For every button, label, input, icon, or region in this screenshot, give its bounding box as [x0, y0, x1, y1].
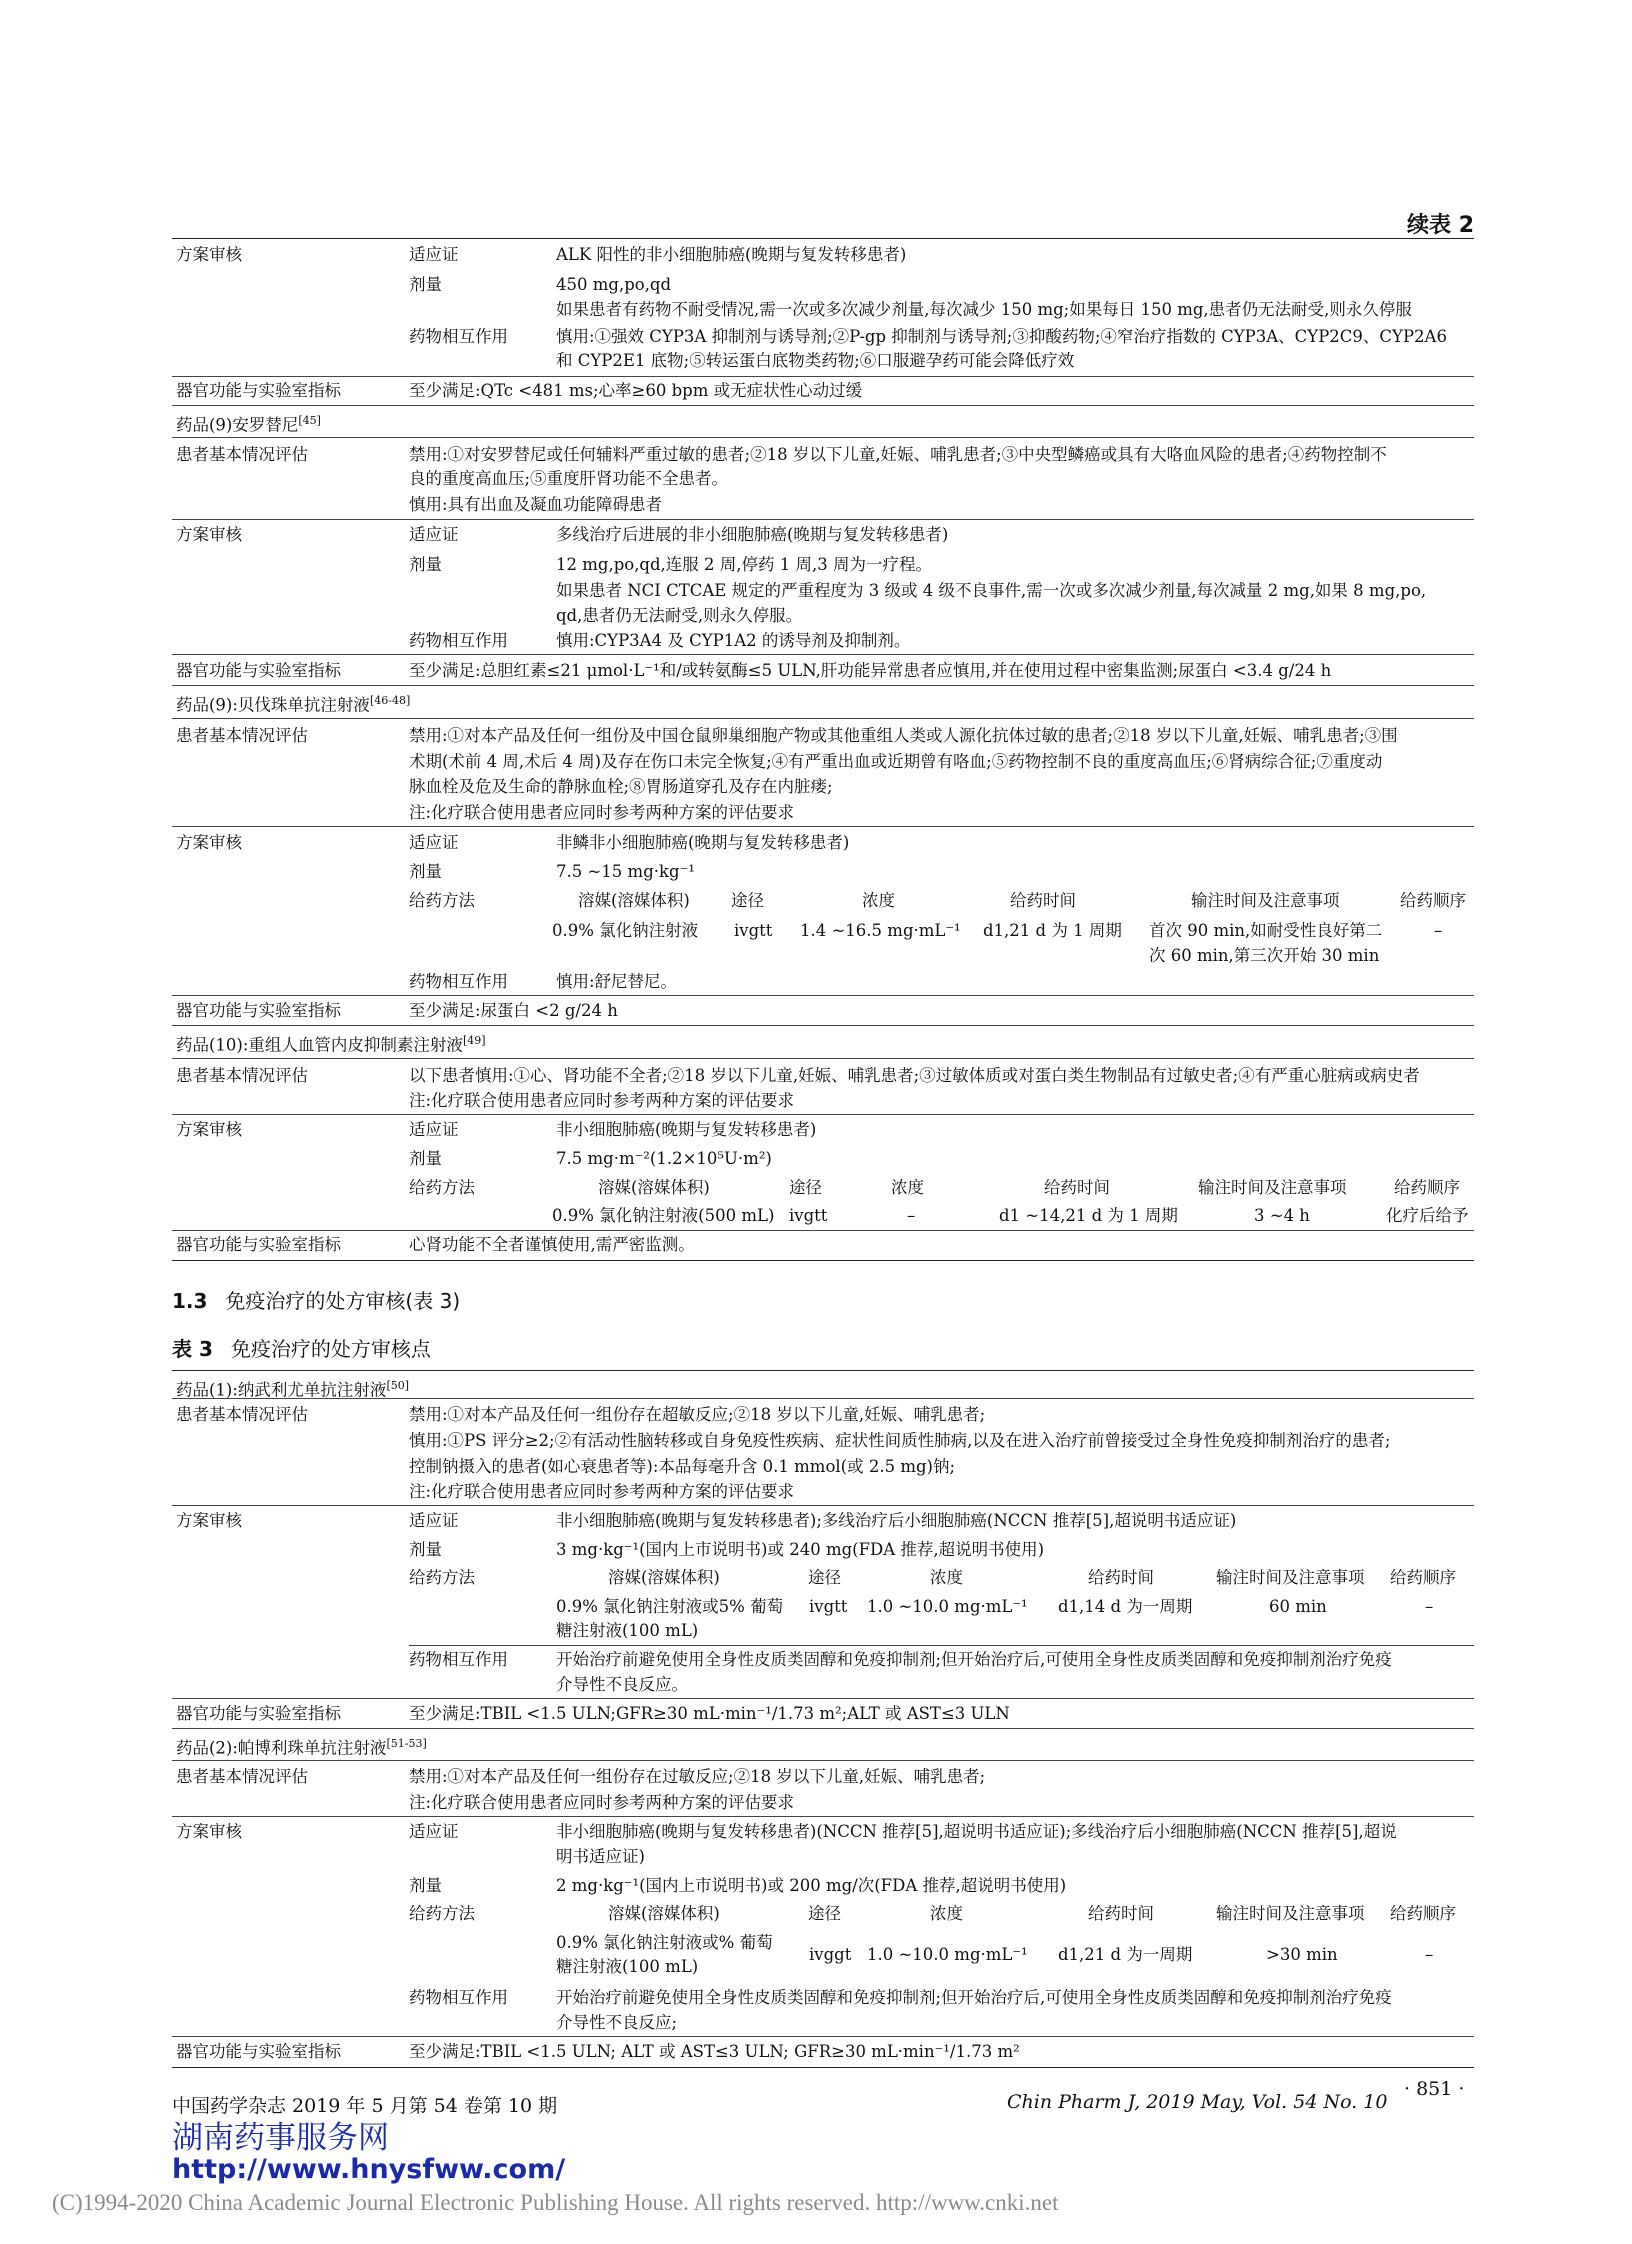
col-head: 溶媒(溶媒体积) — [608, 1568, 720, 1587]
col-head: 给药时间 — [1010, 891, 1076, 910]
sub-label: 药物相互作用 — [409, 631, 508, 650]
row-rule — [172, 718, 1474, 719]
col-head: 途径 — [808, 1568, 841, 1587]
table-caption: 表 3 免疫治疗的处方审核点 — [172, 1337, 431, 1361]
cell-text: 至少满足:TBIL <1.5 ULN;GFR≥30 mL·min⁻¹/1.73 m²;ALT 或 AST≤3 ULN — [409, 1704, 1010, 1723]
col-head: 输注时间及注意事项 — [1191, 891, 1340, 910]
sub-label: 适应证 — [409, 245, 459, 264]
cell-text: 慎用:舒尼替尼。 — [556, 972, 678, 991]
cell-text: 多线治疗后进展的非小细胞肺癌(晚期与复发转移患者) — [556, 525, 949, 544]
col-head: 溶媒(溶媒体积) — [578, 891, 690, 910]
cell-text: 糖注射液(100 mL) — [556, 1957, 699, 1976]
cell-text: 至少满足:尿蛋白 <2 g/24 h — [409, 1001, 618, 1020]
cell-text: 60 min — [1269, 1597, 1327, 1616]
row-rule — [172, 1728, 1474, 1729]
cell-text: 明书适应证) — [556, 1847, 645, 1866]
cell-text: ivgtt — [809, 1597, 848, 1616]
cell-text: 如果患者 NCI CTCAE 规定的严重程度为 3 级或 4 级不良事件,需一次或多次减少剂量,每次减量 2 mg,如果 8 mg,po, — [556, 581, 1427, 600]
sub-label: 给药方法 — [409, 891, 475, 910]
watermark-url[interactable]: http://www.hnysfww.com/ — [172, 2154, 566, 2185]
cell-text: 7.5 ~15 mg·kg⁻¹ — [556, 862, 695, 881]
col-head: 输注时间及注意事项 — [1216, 1904, 1365, 1923]
cell-text: 以下患者慎用:①心、肾功能不全者;②18 岁以下儿童,妊娠、哺乳患者;③过敏体质或对蛋白类生物制品有过敏史者;④有严重心脏病或病史者 — [409, 1066, 1420, 1085]
cell-text: 非鳞非小细胞肺癌(晚期与复发转移患者) — [556, 833, 850, 852]
row-label: 器官功能与实验室指标 — [176, 1001, 341, 1020]
col-head: 浓度 — [862, 891, 895, 910]
cell-text: 次 60 min,第三次开始 30 min — [1149, 946, 1380, 965]
section-heading: 1.3 免疫治疗的处方审核(表 3) — [172, 1289, 461, 1313]
cell-text: ALK 阳性的非小细胞肺癌(晚期与复发转移患者) — [556, 245, 907, 264]
cell-text: 开始治疗前避免使用全身性皮质类固醇和免疫抑制剂;但开始治疗后,可使用全身性皮质类固醇和免疫抑制剂治疗免疫 — [556, 1650, 1392, 1669]
col-head: 浓度 — [930, 1904, 963, 1923]
row-label: 方案审核 — [176, 833, 242, 852]
cell-text: 3 ~4 h — [1254, 1206, 1310, 1225]
row-rule — [172, 826, 1474, 827]
cell-text: 脉血栓及危及生命的静脉血栓;⑧胃肠道穿孔及存在内脏瘘; — [409, 777, 833, 796]
cell-text: 化疗后给予 — [1386, 1206, 1469, 1225]
row-rule — [172, 1025, 1474, 1026]
cell-text: 开始治疗前避免使用全身性皮质类固醇和免疫抑制剂;但开始治疗后,可使用全身性皮质类固醇和免疫抑制剂治疗免疫 — [556, 1988, 1392, 2007]
row-label: 器官功能与实验室指标 — [176, 2042, 341, 2061]
row-label: 方案审核 — [176, 245, 242, 264]
cell-text: – — [1425, 1945, 1434, 1964]
row-label: 患者基本情况评估 — [176, 1405, 308, 1424]
row-label: 患者基本情况评估 — [176, 445, 308, 464]
row-rule — [172, 1505, 1474, 1506]
cell-text: >30 min — [1266, 1945, 1338, 1964]
drug-title: 药品(1):纳武利尤单抗注射液[50] — [176, 1379, 410, 1400]
table-bottom-rule — [172, 2067, 1474, 2068]
cell-text: 注:化疗联合使用患者应同时参考两种方案的评估要求 — [409, 803, 795, 822]
row-rule — [172, 1698, 1474, 1699]
row-rule — [172, 376, 1474, 377]
watermark-name: 湖南药事服务网 — [172, 2120, 389, 2156]
row-rule — [172, 1398, 1474, 1399]
sub-label: 剂量 — [409, 275, 442, 294]
cell-text: 2 mg·kg⁻¹(国内上市说明书)或 200 mg/次(FDA 推荐,超说明书使用) — [556, 1876, 1067, 1895]
cell-text: 1.0 ~10.0 mg·mL⁻¹ — [867, 1945, 1028, 1964]
cell-text: 慎用:①PS 评分≥2;②有活动性脑转移或自身免疫性疾病、症状性间质性肺病,以及在进入治疗前曾接受过全身性免疫抑制剂治疗的患者; — [409, 1431, 1391, 1450]
page-number: · 851 · — [1404, 2078, 1465, 2100]
cell-text: – — [1425, 1597, 1434, 1616]
sub-label: 适应证 — [409, 1822, 459, 1841]
drug-title: 药品(9)安罗替尼[45] — [176, 414, 321, 435]
sub-label: 适应证 — [409, 1511, 459, 1530]
row-rule — [172, 519, 1474, 520]
row-rule — [172, 1760, 1474, 1761]
cell-text: 禁用:①对安罗替尼或任何辅料严重过敏的患者;②18 岁以下儿童,妊娠、哺乳患者;③中央型鳞癌或具有大咯血风险的患者;④药物控制不 — [409, 445, 1387, 464]
sub-label: 剂量 — [409, 555, 442, 574]
cell-text: 0.9% 氯化钠注射液或% 葡萄 — [556, 1933, 773, 1952]
cell-text: 注:化疗联合使用患者应同时参考两种方案的评估要求 — [409, 1793, 795, 1812]
row-rule — [172, 1058, 1474, 1059]
row-label: 患者基本情况评估 — [176, 726, 308, 745]
cell-text: 控制钠摄入的患者(如心衰患者等):本品每毫升含 0.1 mmol(或 2.5 mg)钠; — [409, 1457, 956, 1476]
cell-text: 首次 90 min,如耐受性良好第二 — [1149, 921, 1383, 940]
cell-text: 心肾功能不全者谨慎使用,需严密监测。 — [409, 1235, 695, 1254]
row-label: 方案审核 — [176, 525, 242, 544]
cell-text: 0.9% 氯化钠注射液或5% 葡萄 — [556, 1597, 784, 1616]
sub-label: 剂量 — [409, 1540, 442, 1559]
col-head: 输注时间及注意事项 — [1216, 1568, 1365, 1587]
sub-label: 药物相互作用 — [409, 327, 508, 346]
col-head: 给药顺序 — [1400, 891, 1466, 910]
journal-footer-cn: 中国药学杂志 2019 年 5 月第 54 卷第 10 期 — [172, 2095, 558, 2117]
cell-text: 慎用:具有出血及凝血功能障碍患者 — [409, 495, 663, 514]
row-rule — [172, 654, 1474, 655]
cell-text: 介导性不良反应; — [556, 2013, 678, 2032]
sub-label: 剂量 — [409, 1876, 442, 1895]
cell-text: 450 mg,po,qd — [556, 275, 672, 294]
cell-text: 禁用:①对本产品及任何一组份及中国仓鼠卵巢细胞产物或其他重组人类或人源化抗体过敏的患者;②18 岁以下儿童,妊娠、哺乳患者;③围 — [409, 726, 1398, 745]
cell-text: ivggt — [809, 1945, 852, 1964]
cell-text: 至少满足:TBIL <1.5 ULN; ALT 或 AST≤3 ULN; GFR≥30 mL·min⁻¹/1.73 m² — [409, 2042, 1020, 2061]
cell-text: 和 CYP2E1 底物;⑤转运蛋白底物类药物;⑥口服避孕药可能会降低疗效 — [556, 351, 1075, 370]
cell-text: 7.5 mg·m⁻²(1.2×10⁵U·m²) — [556, 1149, 772, 1168]
cell-text: d1,21 d 为 1 周期 — [983, 921, 1122, 940]
sub-label: 给药方法 — [409, 1904, 475, 1923]
row-rule — [172, 1114, 1474, 1115]
row-label: 器官功能与实验室指标 — [176, 381, 341, 400]
sub-label: 给药方法 — [409, 1178, 475, 1197]
row-rule — [172, 405, 1474, 406]
table-continued-label: 续表 2 — [1407, 213, 1474, 238]
journal-footer-en: Chin Pharm J, 2019 May, Vol. 54 No. 10 — [1007, 2091, 1388, 2113]
col-head: 途径 — [789, 1178, 822, 1197]
col-head: 给药顺序 — [1390, 1904, 1456, 1923]
sub-label: 药物相互作用 — [409, 1988, 508, 2007]
cell-text: 1.0 ~10.0 mg·mL⁻¹ — [867, 1597, 1028, 1616]
cell-text: 术期(术前 4 周,术后 4 周)及存在伤口未完全恢复;④有严重出血或近期曾有咯血;⑤药物控制不良的重度高血压;⑥肾病综合征;⑦重度动 — [409, 752, 1383, 771]
col-head: 给药顺序 — [1390, 1568, 1456, 1587]
cell-text: qd,患者仍无法耐受,则永久停服。 — [556, 606, 803, 625]
cell-text: 如果患者有药物不耐受情况,需一次或多次减少剂量,每次减少 150 mg;如果每日 150 mg,患者仍无法耐受,则永久停服 — [556, 300, 1412, 319]
row-label: 器官功能与实验室指标 — [176, 1235, 341, 1254]
cell-text: 非小细胞肺癌(晚期与复发转移患者) — [556, 1120, 817, 1139]
cnki-copyright: (C)1994-2020 China Academic Journal Electronic Publishing House. All rights reserved. http://www.cnki.net — [52, 2190, 1059, 2215]
col-head: 浓度 — [930, 1568, 963, 1587]
cell-text: 注:化疗联合使用患者应同时参考两种方案的评估要求 — [409, 1482, 795, 1501]
cell-text: 12 mg,po,qd,连服 2 周,停药 1 周,3 周为一疗程。 — [556, 555, 933, 574]
row-rule — [172, 685, 1474, 686]
cell-text: 至少满足:QTc <481 ms;心率≥60 bpm 或无症状性心动过缓 — [409, 381, 863, 400]
row-rule — [172, 2036, 1474, 2037]
row-label: 器官功能与实验室指标 — [176, 661, 341, 680]
sub-label: 药物相互作用 — [409, 1650, 508, 1669]
cell-text: 慎用:CYP3A4 及 CYP1A2 的诱导剂及抑制剂。 — [556, 631, 911, 650]
col-head: 给药顺序 — [1394, 1178, 1460, 1197]
row-rule — [172, 1816, 1474, 1817]
drug-title: 药品(9):贝伐珠单抗注射液[46-48] — [176, 694, 411, 715]
col-head: 给药时间 — [1088, 1568, 1154, 1587]
cell-text: ivgtt — [734, 921, 773, 940]
sub-label: 药物相互作用 — [409, 972, 508, 991]
table-top-rule — [172, 238, 1474, 239]
row-label: 器官功能与实验室指标 — [176, 1704, 341, 1723]
cell-text: 非小细胞肺癌(晚期与复发转移患者)(NCCN 推荐[5],超说明书适应证);多线治疗后小细胞肺癌(NCCN 推荐[5],超说 — [556, 1822, 1397, 1841]
col-head: 浓度 — [891, 1178, 924, 1197]
col-head: 途径 — [731, 891, 764, 910]
cell-text: 注:化疗联合使用患者应同时参考两种方案的评估要求 — [409, 1091, 795, 1110]
row-rule — [172, 995, 1474, 996]
cell-text: 非小细胞肺癌(晚期与复发转移患者);多线治疗后小细胞肺癌(NCCN 推荐[5],超说明书适应证) — [556, 1511, 1237, 1530]
row-label: 方案审核 — [176, 1511, 242, 1530]
col-head: 溶媒(溶媒体积) — [598, 1178, 710, 1197]
cell-text: 禁用:①对本产品及任何一组份存在超敏反应;②18 岁以下儿童,妊娠、哺乳患者; — [409, 1405, 986, 1424]
cell-text: 良的重度高血压;⑤重度肝肾功能不全患者。 — [409, 469, 729, 488]
cell-text: 禁用:①对本产品及任何一组份存在过敏反应;②18 岁以下儿童,妊娠、哺乳患者; — [409, 1767, 986, 1786]
cell-text: 0.9% 氯化钠注射液(500 mL) — [552, 1206, 775, 1225]
sub-label: 适应证 — [409, 833, 459, 852]
row-rule — [409, 1645, 1474, 1646]
cell-text: 慎用:①强效 CYP3A 抑制剂与诱导剂;②P-gp 抑制剂与诱导剂;③抑酸药物;④窄治疗指数的 CYP3A、CYP2C9、CYP2A6 — [556, 327, 1447, 346]
cell-text: 3 mg·kg⁻¹(国内上市说明书)或 240 mg(FDA 推荐,超说明书使用) — [556, 1540, 1045, 1559]
sub-label: 剂量 — [409, 1149, 442, 1168]
cell-text: – — [1434, 921, 1443, 940]
col-head: 给药时间 — [1044, 1178, 1110, 1197]
row-rule — [172, 1230, 1474, 1231]
cell-text: ivgtt — [789, 1206, 828, 1225]
cell-text: d1,14 d 为一周期 — [1058, 1597, 1193, 1616]
drug-title: 药品(2):帕博利珠单抗注射液[51-53] — [176, 1737, 427, 1758]
cell-text: d1,21 d 为一周期 — [1058, 1945, 1193, 1964]
col-head: 溶媒(溶媒体积) — [608, 1904, 720, 1923]
table-top-rule — [172, 1370, 1474, 1371]
col-head: 途径 — [808, 1904, 841, 1923]
cell-text: 至少满足:总胆红素≤21 μmol·L⁻¹和/或转氨酶≤5 ULN,肝功能异常患者应慎用,并在使用过程中密集监测;尿蛋白 <3.4 g/24 h — [409, 661, 1332, 680]
row-rule — [172, 437, 1474, 438]
cell-text: 糖注射液(100 mL) — [556, 1621, 699, 1640]
cell-text: 1.4 ~16.5 mg·mL⁻¹ — [800, 921, 961, 940]
col-head: 给药时间 — [1088, 1904, 1154, 1923]
sub-label: 适应证 — [409, 1120, 459, 1139]
drug-title: 药品(10):重组人血管内皮抑制素注射液[49] — [176, 1034, 486, 1055]
row-label: 方案审核 — [176, 1120, 242, 1139]
cell-text: d1 ~14,21 d 为 1 周期 — [999, 1206, 1178, 1225]
table-bottom-rule — [172, 1260, 1474, 1261]
sub-label: 适应证 — [409, 525, 459, 544]
row-label: 患者基本情况评估 — [176, 1767, 308, 1786]
cell-text: 介导性不良反应。 — [556, 1675, 688, 1694]
sub-label: 剂量 — [409, 862, 442, 881]
cell-text: – — [907, 1206, 916, 1225]
row-label: 患者基本情况评估 — [176, 1066, 308, 1085]
cell-text: 0.9% 氯化钠注射液 — [552, 921, 699, 940]
col-head: 输注时间及注意事项 — [1198, 1178, 1347, 1197]
sub-label: 给药方法 — [409, 1568, 475, 1587]
row-label: 方案审核 — [176, 1822, 242, 1841]
